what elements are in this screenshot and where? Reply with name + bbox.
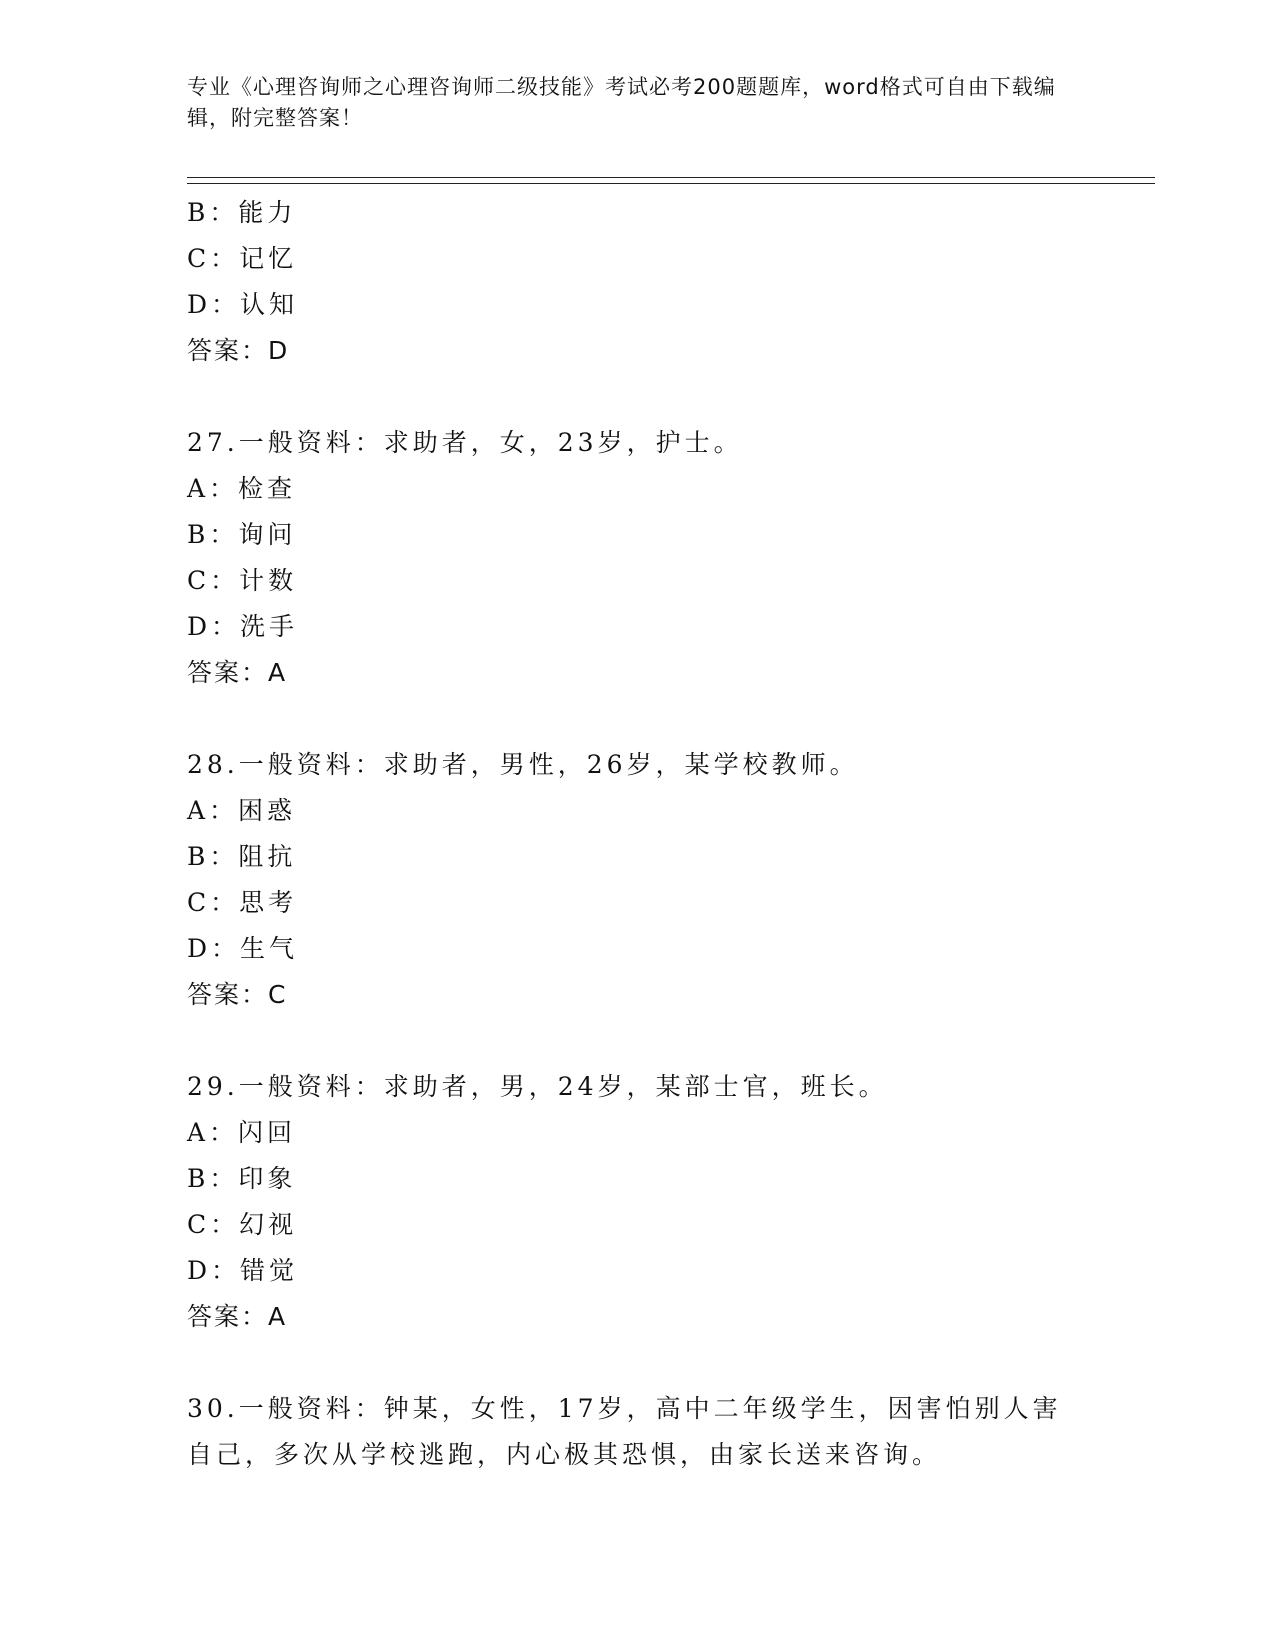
option-b: B：阻抗 — [187, 842, 297, 871]
header-divider-bottom — [187, 183, 1155, 184]
option-d: D：错觉 — [187, 1256, 299, 1285]
question-stem: 30.一般资料：钟某，女性，17岁，高中二年级学生，因害怕别人害自己，多次从学校逃跑，内心极其恐惧，由家长送来咨询。 — [187, 1394, 1062, 1469]
option-c: C：记忆 — [187, 244, 298, 273]
question-list — [187, 190, 1087, 1478]
option-a: A：困惑 — [187, 796, 297, 825]
answer: 答案：A — [187, 1302, 288, 1331]
option-a: A：检查 — [187, 474, 297, 503]
question-stem: 29.一般资料：求助者，男，24岁，某部士官，班长。 — [187, 1072, 888, 1101]
option-a: A：闪回 — [187, 1118, 297, 1147]
question-stem: 28.一般资料：求助者，男性，26岁，某学校教师。 — [187, 750, 859, 779]
answer: 答案：D — [187, 336, 290, 365]
answer: 答案：C — [187, 980, 288, 1009]
question-stem: 27.一般资料：求助者，女，23岁，护士。 — [187, 428, 743, 457]
page-header: 专业《心理咨询师之心理咨询师二级技能》考试必考200题题库，word格式可自由下载编辑，附完整答案！ — [187, 75, 1056, 130]
option-c: C：幻视 — [187, 1210, 298, 1239]
header-divider-top — [187, 177, 1155, 178]
option-d: D：洗手 — [187, 612, 299, 641]
option-b: B：询问 — [187, 520, 297, 549]
option-d: D：认知 — [187, 290, 299, 319]
option-c: C：思考 — [187, 888, 298, 917]
answer: 答案：A — [187, 658, 288, 687]
option-d: D：生气 — [187, 934, 299, 963]
option-b: B：印象 — [187, 1164, 297, 1193]
option-b: B：能力 — [187, 198, 297, 227]
option-c: C：计数 — [187, 566, 298, 595]
